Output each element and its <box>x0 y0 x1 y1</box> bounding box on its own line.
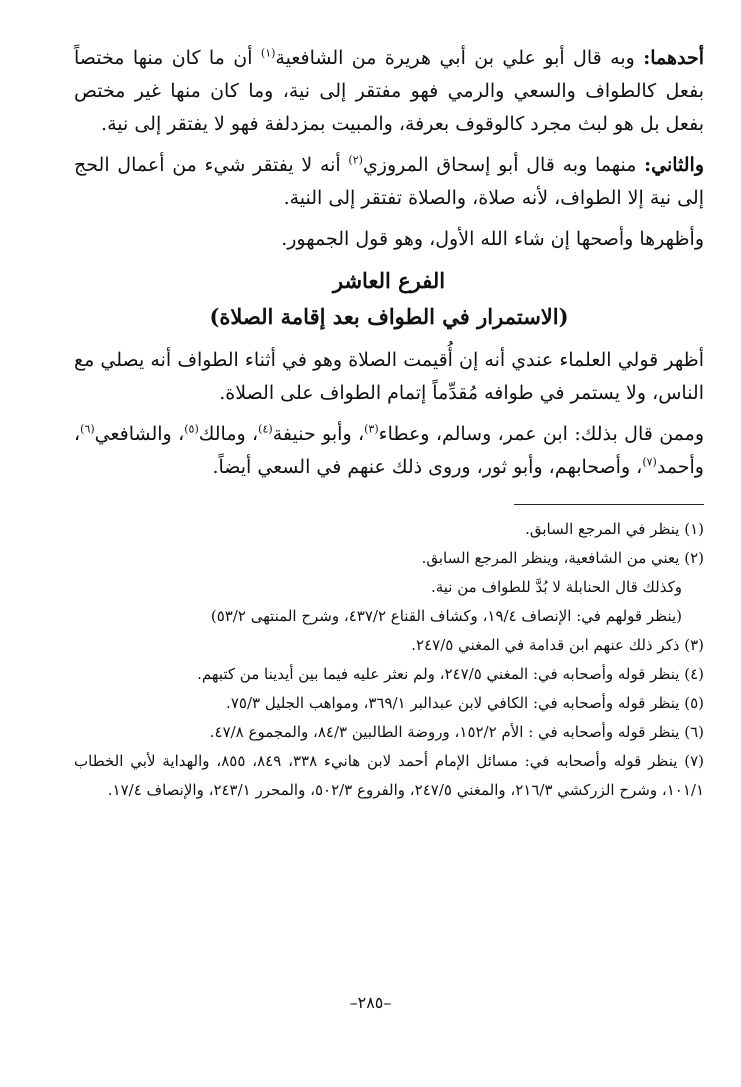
paragraph-second-opinion <box>74 149 704 215</box>
footnote-6: (٦) ينظر قوله وأصحابه في : الأم ١٥٢/٢، وروضة الطالبين ٨٤/٣، والمجموع ٤٧/٨. <box>209 723 704 741</box>
section-heading: الفرع العاشر <box>332 268 446 293</box>
footnote-divider <box>514 504 704 505</box>
lead-word-second: والثاني: <box>644 154 705 176</box>
text-first-a: وبه قال أبو علي بن أبي هريرة من الشافعية <box>275 47 644 69</box>
paragraph-preference: وأظهرها وأصحها إن شاء الله الأول، وهو قول الجمهور. <box>281 228 704 250</box>
text-scholars-c: ، ومالك <box>198 423 259 445</box>
page-number: –٢٨٥– <box>349 993 392 1012</box>
footnote-2-continuation: وكذلك قال الحنابلة لا بُدَّ للطواف من نية. <box>430 578 682 596</box>
footnote-ref-5[interactable]: (٥) <box>184 422 199 436</box>
footnote-4: (٤) ينظر قوله وأصحابه في: المغني ٢٤٧/٥، ولم نعثر عليه فيما بين أيدينا من كتبهم. <box>197 665 704 683</box>
text-second-b: أنه لا يفتقر شيء من أعمال الحج إلى نية إلا الطواف، لأنه صلاة، والصلاة تفتقر إلى النية. <box>74 154 704 209</box>
footnotes <box>74 515 704 805</box>
text-scholars-d: ، والشافعي <box>94 423 185 445</box>
text-first-b: أن ما كان منها مختصاً بفعل كالطواف والسعي والرمي فهو مفتقر إلى نية، وما كان منها غير مختص بفعل بل هو لبث مجرد كالوقوف بعرفة، والمبيت بمزدلفة فهو لا يفتقر إلى نية. <box>74 47 704 135</box>
footnote-2-references: (ينظر قولهم في: الإنصاف ١٩/٤، وكشاف القناع ٤٣٧/٢، وشرح المنتهى ٥٣/٢) <box>210 607 682 625</box>
paragraph-first-opinion <box>74 42 704 141</box>
footnote-7: (٧) ينظر قوله وأصحابه في: مسائل الإمام أحمد لابن هانيء ٣٣٨، ٨٤٩، ٨٥٥، والهداية لأبي الخطاب ١٠١/١، وشرح الزركشي ٢١٦/٣، والمغني ٢٤٧/٥، والفروع ٥٠٢/٣، والمحرر ٢٤٣/١، والإنصاف ١٧/٤. <box>74 752 705 799</box>
footnote-ref-6[interactable]: (٦) <box>80 422 95 436</box>
section-subheading: (الاستمرار في الطواف بعد إقامة الصلاة) <box>209 304 569 329</box>
text-scholars-a: وممن قال بذلك: ابن عمر، وسالم، وعطاء <box>378 423 704 445</box>
text-scholars-f: ، وأصحابهم، وأبو ثور، وروى ذلك عنهم في السعي أيضاً. <box>212 456 643 478</box>
footnote-ref-3[interactable]: (٣) <box>364 422 379 436</box>
paragraph-ruling: أظهر قولي العلماء عندي أنه إن أُقيمت الصلاة وهو في أثناء الطواف أنه يصلي مع الناس، ولا يستمر في طوافه مُقدِّماً إتمام الطواف على الصلاة. <box>74 349 704 404</box>
text-scholars-e: ، وأحمد <box>74 423 704 478</box>
lead-word-first: أحدهما: <box>643 47 704 69</box>
footnote-1: (١) ينظر في المرجع السابق. <box>525 520 704 538</box>
footnote-ref-4[interactable]: (٤) <box>258 422 273 436</box>
footnote-ref-7[interactable]: (٧) <box>642 455 657 469</box>
text-scholars-b: ، وأبو حنيفة <box>272 423 365 445</box>
footnote-3: (٣) ذكر ذلك عنهم ابن قدامة في المغني ٢٤٧/٥. <box>411 636 704 654</box>
footnote-5: (٥) ينظر قوله وأصحابه في: الكافي لابن عبدالبر ٣٦٩/١، ومواهب الجليل ٧٥/٣. <box>226 694 704 712</box>
footnote-2: (٢) يعني من الشافعية، وينظر المرجع السابق. <box>421 549 704 567</box>
page-content <box>74 42 704 805</box>
footnote-ref-2[interactable]: (٢) <box>348 153 363 167</box>
text-second-a: منهما وبه قال أبو إسحاق المروزي <box>362 154 645 176</box>
footnote-ref-1[interactable]: (١) <box>260 46 276 60</box>
paragraph-scholars <box>74 418 704 484</box>
